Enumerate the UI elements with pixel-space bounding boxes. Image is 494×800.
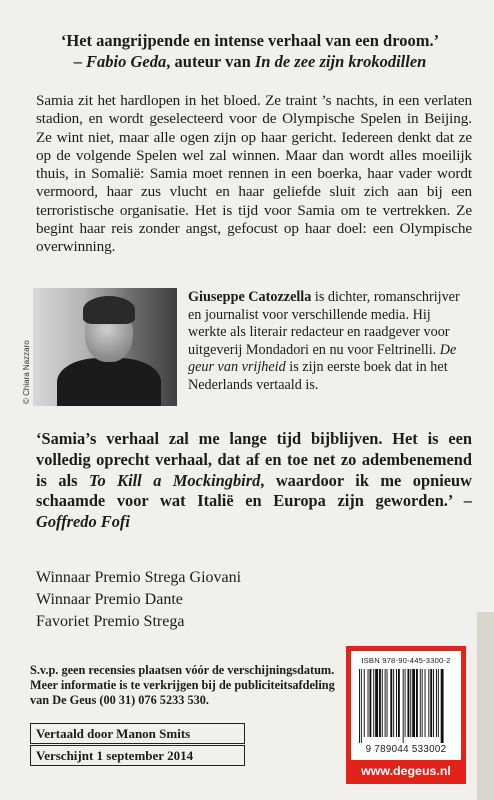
top-quote bbox=[30, 30, 470, 72]
barcode-bar bbox=[390, 669, 392, 737]
barcode-bar bbox=[361, 669, 362, 743]
barcode-bar bbox=[412, 669, 415, 737]
barcode-bar bbox=[425, 669, 426, 737]
release-date-box: Verschijnt 1 september 2014 bbox=[30, 745, 245, 766]
barcode-bar bbox=[387, 669, 388, 737]
top-quote-attribution bbox=[30, 51, 470, 72]
barcode-bar bbox=[420, 669, 421, 737]
author-bio bbox=[188, 289, 472, 395]
barcode-bar bbox=[428, 669, 429, 737]
barcode-bar bbox=[422, 669, 423, 737]
barcode-bar bbox=[436, 669, 437, 737]
barcode-bar bbox=[407, 669, 409, 737]
award-item: Winnaar Premio Dante bbox=[36, 591, 183, 608]
barcode-bar bbox=[430, 669, 432, 737]
barcode-bar bbox=[379, 669, 381, 737]
isbn-text: ISBN 978-90-445-3300-2 bbox=[361, 656, 451, 665]
barcode-bar bbox=[382, 669, 383, 737]
translator-box: Vertaald door Manon Smits bbox=[30, 723, 245, 744]
barcode-bar bbox=[441, 669, 444, 743]
barcode-bar bbox=[385, 669, 386, 737]
review-author: Goffredo Fofi bbox=[36, 512, 130, 532]
barcode-bar bbox=[410, 669, 411, 737]
synopsis: Samia zit het hardlopen in het bloed. Ze traint ’s nachts, in een verlaten stadion, en wordt geselecteerd voor de Olympische Spelen in Beijing. Ze wint niet, maar alle ogen zijn op haar gericht. Iedereen denkt dat ze op de volgende Spelen wel zal winnen. Maar dan wordt alles moeilijk thuis, in Somalië: Samia moet rennen in een boerka, haar vader wordt vermoord, haar zus vlucht en haar geliefde sluit zich aan bij een terroristische organisatie. Het is tijd voor Samia om te vertrekken. Ze begint haar reis zonder angst, gefocust op haar doel: een Olympische overwinning. bbox=[36, 92, 472, 256]
bio-text-1: is dichter, romanschrijver en journalist voor verschillende media. Hij werkte als literair redacteur en raadgever voor uitgeverij Mondadori en nu voor Feltrinelli. bbox=[188, 289, 460, 358]
review-reference-title: To Kill a Mockingbird bbox=[88, 470, 261, 490]
award-item: Favoriet Premio Strega bbox=[36, 613, 185, 630]
barcode-bar bbox=[359, 669, 360, 743]
barcode-bar bbox=[398, 669, 400, 737]
barcode-panel bbox=[346, 646, 466, 784]
barcode-bar bbox=[373, 669, 374, 737]
ean-digits: 9 789044 533002 bbox=[365, 744, 447, 755]
barcode-bar bbox=[375, 669, 378, 737]
barcode-bar bbox=[393, 669, 394, 737]
review-embargo-notice: S.v.p. geen recensies plaatsen vóór de verschijningsdatum. Meer informatie is te verkrijgen bij de publiciteitsafdeling van De Geus (00 31) 076 5233 530. bbox=[30, 663, 335, 708]
barcode-label bbox=[351, 651, 461, 760]
barcode-bar bbox=[364, 669, 365, 737]
top-quote-author: Fabio Geda bbox=[86, 52, 167, 71]
barcode-bar bbox=[433, 669, 434, 737]
barcode-icon bbox=[359, 669, 457, 743]
awards-list bbox=[36, 567, 241, 633]
author-name: Giuseppe Catozzella bbox=[188, 289, 312, 305]
award-item: Winnaar Premio Strega Giovani bbox=[36, 569, 242, 586]
photo-credit: © Chiara Nazzaro bbox=[22, 340, 31, 404]
review-quote bbox=[36, 429, 472, 533]
attribution-dash: – bbox=[73, 52, 87, 71]
review-text-1: ‘Samia’s verhaal zal me lange tijd bijblijven. Het is een volledig oprecht verhaal, dat af en toe net zo adembenemend is als bbox=[36, 429, 472, 490]
spine-edge bbox=[477, 612, 494, 800]
barcode-bar bbox=[369, 669, 371, 737]
barcode-bar bbox=[405, 669, 406, 737]
author-photo bbox=[33, 288, 177, 406]
publisher-website: www.degeus.nl bbox=[361, 764, 451, 778]
book-title: De geur van vrijheid bbox=[188, 341, 457, 376]
review-text-2: , waardoor ik me opnieuw schaamde voor wat Italië en Europa zijn geworden.’ – bbox=[36, 470, 472, 511]
top-quote-text: ‘Het aangrijpende en intense verhaal van een droom.’ bbox=[60, 31, 440, 50]
barcode-bar bbox=[416, 669, 418, 737]
top-quote-book-title: In de zee zijn krokodillen bbox=[254, 52, 427, 71]
barcode-bar bbox=[396, 669, 397, 737]
barcode-bar bbox=[403, 669, 404, 743]
bio-text-2: is zijn eerste boek dat in het Nederlands vertaald is. bbox=[188, 359, 448, 393]
barcode-bar bbox=[368, 669, 369, 737]
attribution-role: , auteur van bbox=[166, 52, 255, 71]
barcode-bar bbox=[438, 669, 439, 737]
